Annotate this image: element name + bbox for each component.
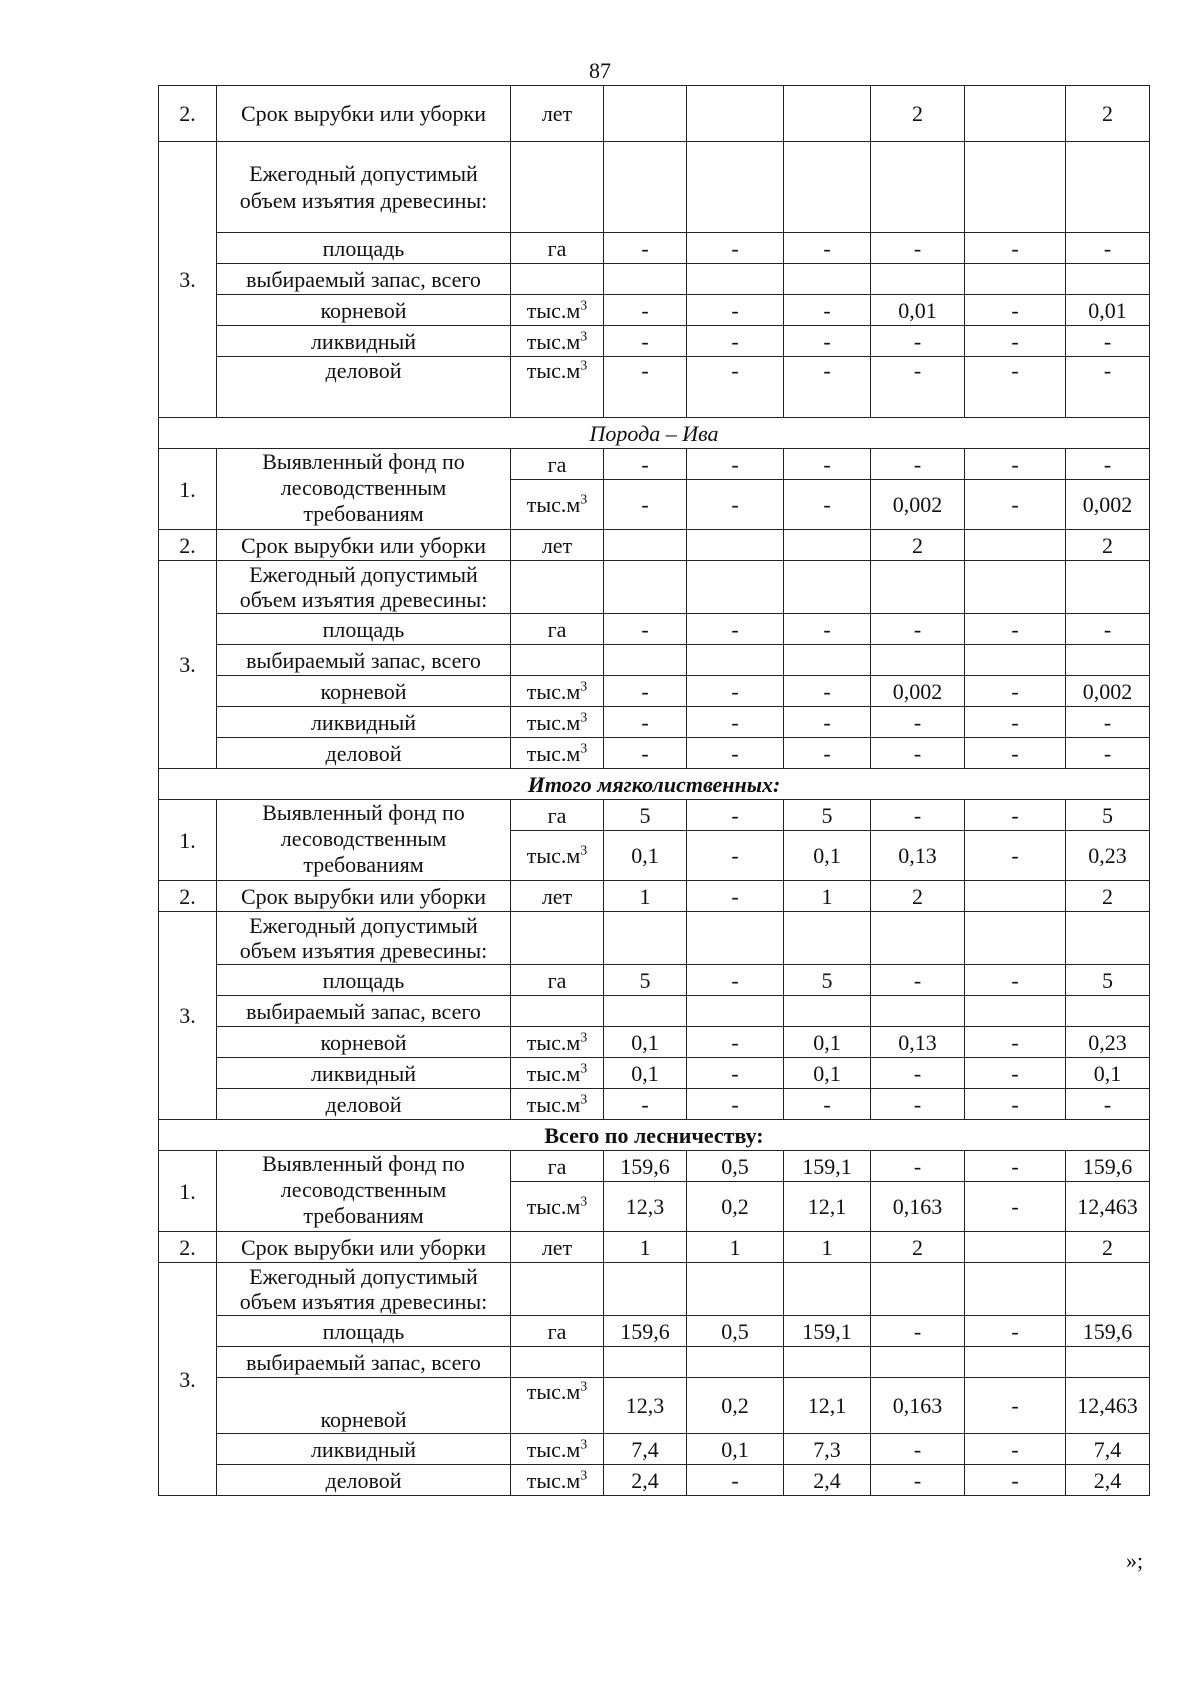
value-cell: - bbox=[687, 965, 784, 996]
row-number: 2. bbox=[159, 530, 217, 561]
row-name: ликвидный bbox=[217, 707, 511, 738]
row-name: выбираемый запас, всего bbox=[217, 1347, 511, 1378]
row-name: выбираемый запас, всего bbox=[217, 996, 511, 1027]
value-cell: 1 bbox=[784, 1232, 871, 1263]
value-cell bbox=[604, 530, 687, 561]
value-cell: - bbox=[871, 614, 965, 645]
value-cell: - bbox=[965, 1182, 1066, 1232]
row-name: ликвидный bbox=[217, 1434, 511, 1465]
row-name: площадь bbox=[217, 614, 511, 645]
table-row bbox=[159, 1120, 1150, 1151]
row-unit: $тыс.м^3$ bbox=[511, 480, 604, 530]
value-cell: - bbox=[965, 326, 1066, 357]
value-cell bbox=[604, 86, 687, 142]
row-name: Срок вырубки или уборки bbox=[217, 1232, 511, 1263]
value-cell: - bbox=[965, 233, 1066, 264]
value-cell: - bbox=[687, 676, 784, 707]
value-cell: - bbox=[784, 614, 871, 645]
value-cell: - bbox=[604, 480, 687, 530]
row-name: площадь bbox=[217, 1316, 511, 1347]
table-row bbox=[159, 295, 1150, 326]
row-number: 1. bbox=[159, 1151, 217, 1232]
value-cell: 5 bbox=[784, 965, 871, 996]
value-cell: - bbox=[871, 1465, 965, 1496]
value-cell: - bbox=[687, 1465, 784, 1496]
value-cell: 0,23 bbox=[1066, 831, 1150, 881]
value-cell: - bbox=[687, 800, 784, 831]
row-unit: га bbox=[511, 233, 604, 264]
value-cell: 12,463 bbox=[1066, 1182, 1150, 1232]
value-cell: 0,163 bbox=[871, 1182, 965, 1232]
value-cell bbox=[965, 881, 1066, 912]
row-number: 2. bbox=[159, 86, 217, 142]
row-number: 3. bbox=[159, 142, 217, 418]
value-cell: - bbox=[871, 233, 965, 264]
value-cell: 0,2 bbox=[687, 1182, 784, 1232]
table-row bbox=[159, 676, 1150, 707]
section-title: Всего по лесничеству: bbox=[159, 1120, 1150, 1151]
row-name: площадь bbox=[217, 965, 511, 996]
row-number: 1. bbox=[159, 449, 217, 530]
row-unit: га bbox=[511, 449, 604, 480]
value-cell: - bbox=[687, 707, 784, 738]
value-cell: 159,1 bbox=[784, 1316, 871, 1347]
value-cell: - bbox=[687, 738, 784, 769]
value-cell bbox=[784, 86, 871, 142]
value-cell: - bbox=[687, 295, 784, 326]
value-cell: 7,4 bbox=[604, 1434, 687, 1465]
value-cell: 12,1 bbox=[784, 1182, 871, 1232]
closing-mark: »; bbox=[1126, 1548, 1144, 1573]
forest-harvest-table bbox=[158, 85, 1150, 1496]
value-cell: 0,163 bbox=[871, 1378, 965, 1434]
section-title: Порода – Ива bbox=[159, 418, 1150, 449]
value-cell: - bbox=[687, 449, 784, 480]
page-number: 87 bbox=[589, 58, 611, 83]
row-name: корневой bbox=[217, 1027, 511, 1058]
value-cell bbox=[965, 530, 1066, 561]
value-cell bbox=[784, 530, 871, 561]
value-cell: - bbox=[965, 449, 1066, 480]
row-unit: $тыс.м^3$ bbox=[511, 1058, 604, 1089]
row-unit: $тыс.м^3$ bbox=[511, 357, 604, 418]
value-cell: - bbox=[965, 1378, 1066, 1434]
section-block bbox=[159, 418, 1150, 769]
value-cell: - bbox=[784, 480, 871, 530]
value-cell: - bbox=[687, 831, 784, 881]
value-cell: - bbox=[965, 295, 1066, 326]
value-cell: 1 bbox=[784, 881, 871, 912]
value-cell: 0,1 bbox=[1066, 1058, 1150, 1089]
row-unit: лет bbox=[511, 86, 604, 142]
value-cell: - bbox=[965, 357, 1066, 418]
value-cell: 1 bbox=[604, 1232, 687, 1263]
table-row bbox=[159, 264, 1150, 295]
value-cell: - bbox=[965, 707, 1066, 738]
value-cell: 159,6 bbox=[1066, 1151, 1150, 1182]
table-row bbox=[159, 1232, 1150, 1263]
value-cell: 2 bbox=[1066, 86, 1150, 142]
table-row bbox=[159, 965, 1150, 996]
value-cell: 5 bbox=[784, 800, 871, 831]
value-cell: - bbox=[604, 614, 687, 645]
row-name: Ежегодный допустимый объем изъятия древесины: bbox=[217, 561, 511, 614]
table-row bbox=[159, 614, 1150, 645]
row-name: Срок вырубки или уборки bbox=[217, 530, 511, 561]
value-cell: 0,13 bbox=[871, 831, 965, 881]
table-row bbox=[159, 645, 1150, 676]
value-cell: 5 bbox=[604, 965, 687, 996]
row-name: Выявленный фонд по лесоводственным требованиям bbox=[217, 449, 511, 530]
value-cell: - bbox=[784, 738, 871, 769]
value-cell: - bbox=[784, 326, 871, 357]
table-row bbox=[159, 1027, 1150, 1058]
value-cell: 5 bbox=[1066, 800, 1150, 831]
row-unit: $тыс.м^3$ bbox=[511, 707, 604, 738]
value-cell: - bbox=[1066, 738, 1150, 769]
table-row bbox=[159, 142, 1150, 233]
value-cell: - bbox=[871, 707, 965, 738]
value-cell: 12,3 bbox=[604, 1182, 687, 1232]
value-cell: - bbox=[687, 480, 784, 530]
value-cell: - bbox=[604, 295, 687, 326]
value-cell: - bbox=[965, 1434, 1066, 1465]
section-block bbox=[159, 1120, 1150, 1496]
value-cell: - bbox=[687, 614, 784, 645]
row-name: Выявленный фонд по лесоводственным требованиям bbox=[217, 1151, 511, 1232]
value-cell: 1 bbox=[687, 1232, 784, 1263]
value-cell: 2 bbox=[871, 86, 965, 142]
value-cell: 0,002 bbox=[871, 480, 965, 530]
table-row bbox=[159, 326, 1150, 357]
value-cell: 0,1 bbox=[604, 1058, 687, 1089]
value-cell: - bbox=[687, 1027, 784, 1058]
value-cell: 0,002 bbox=[1066, 480, 1150, 530]
table-row bbox=[159, 1151, 1150, 1182]
table-row bbox=[159, 1378, 1150, 1434]
value-cell: 0,1 bbox=[604, 1027, 687, 1058]
value-cell: - bbox=[604, 357, 687, 418]
value-cell: - bbox=[965, 800, 1066, 831]
value-cell: - bbox=[1066, 1089, 1150, 1120]
table-row bbox=[159, 912, 1150, 965]
row-name: деловой bbox=[217, 738, 511, 769]
value-cell: 0,1 bbox=[604, 831, 687, 881]
value-cell: - bbox=[871, 1434, 965, 1465]
value-cell: - bbox=[871, 738, 965, 769]
table-row bbox=[159, 1316, 1150, 1347]
value-cell: - bbox=[1066, 449, 1150, 480]
row-number: 2. bbox=[159, 881, 217, 912]
value-cell: - bbox=[784, 1089, 871, 1120]
value-cell: 159,6 bbox=[1066, 1316, 1150, 1347]
row-name: Ежегодный допустимый объем изъятия древесины: bbox=[217, 1263, 511, 1316]
table-row bbox=[159, 769, 1150, 800]
value-cell: - bbox=[1066, 326, 1150, 357]
value-cell: - bbox=[871, 965, 965, 996]
row-unit: $тыс.м^3$ bbox=[511, 1434, 604, 1465]
value-cell: 0,2 bbox=[687, 1378, 784, 1434]
value-cell: 0,1 bbox=[784, 831, 871, 881]
row-name: Ежегодный допустимый объем изъятия древесины: bbox=[217, 142, 511, 233]
value-cell: - bbox=[871, 1058, 965, 1089]
row-number: 2. bbox=[159, 1232, 217, 1263]
value-cell: - bbox=[687, 881, 784, 912]
value-cell: - bbox=[784, 707, 871, 738]
value-cell: - bbox=[784, 449, 871, 480]
value-cell: 0,002 bbox=[1066, 676, 1150, 707]
row-number: 3. bbox=[159, 912, 217, 1120]
value-cell: - bbox=[871, 1316, 965, 1347]
value-cell: - bbox=[1066, 614, 1150, 645]
table-row bbox=[159, 1347, 1150, 1378]
row-unit: лет bbox=[511, 530, 604, 561]
row-unit: $тыс.м^3$ bbox=[511, 1378, 604, 1434]
value-cell: 0,5 bbox=[687, 1151, 784, 1182]
value-cell: - bbox=[871, 1089, 965, 1120]
value-cell: 12,3 bbox=[604, 1378, 687, 1434]
value-cell bbox=[687, 86, 784, 142]
value-cell: 1 bbox=[604, 881, 687, 912]
value-cell: 159,1 bbox=[784, 1151, 871, 1182]
value-cell: - bbox=[871, 800, 965, 831]
value-cell: - bbox=[687, 1058, 784, 1089]
value-cell: - bbox=[784, 295, 871, 326]
value-cell: 0,23 bbox=[1066, 1027, 1150, 1058]
row-name: корневой bbox=[217, 295, 511, 326]
value-cell: - bbox=[965, 1151, 1066, 1182]
value-cell: 2,4 bbox=[1066, 1465, 1150, 1496]
value-cell: 0,5 bbox=[687, 1316, 784, 1347]
table-row bbox=[159, 449, 1150, 480]
value-cell: - bbox=[965, 614, 1066, 645]
value-cell: - bbox=[965, 738, 1066, 769]
row-unit: га bbox=[511, 1316, 604, 1347]
value-cell: 2 bbox=[1066, 530, 1150, 561]
table-row bbox=[159, 357, 1150, 418]
value-cell: - bbox=[965, 1089, 1066, 1120]
value-cell: 7,4 bbox=[1066, 1434, 1150, 1465]
value-cell: 2,4 bbox=[604, 1465, 687, 1496]
table-row bbox=[159, 418, 1150, 449]
value-cell: - bbox=[604, 676, 687, 707]
value-cell bbox=[965, 86, 1066, 142]
table-row bbox=[159, 1089, 1150, 1120]
value-cell: - bbox=[604, 1089, 687, 1120]
row-unit: $тыс.м^3$ bbox=[511, 1182, 604, 1232]
value-cell: - bbox=[1066, 233, 1150, 264]
value-cell: - bbox=[871, 326, 965, 357]
section-block bbox=[159, 769, 1150, 1120]
row-number: 1. bbox=[159, 800, 217, 881]
value-cell: - bbox=[1066, 357, 1150, 418]
value-cell: 0,13 bbox=[871, 1027, 965, 1058]
value-cell: - bbox=[687, 1089, 784, 1120]
row-name: деловой bbox=[217, 1089, 511, 1120]
table-row bbox=[159, 800, 1150, 831]
value-cell: 2 bbox=[871, 530, 965, 561]
row-unit: $тыс.м^3$ bbox=[511, 1465, 604, 1496]
row-name: корневой bbox=[217, 1378, 511, 1434]
table-body bbox=[159, 86, 1150, 418]
value-cell: - bbox=[604, 233, 687, 264]
row-number: 3. bbox=[159, 1263, 217, 1496]
table-row bbox=[159, 996, 1150, 1027]
row-name: Срок вырубки или уборки bbox=[217, 881, 511, 912]
value-cell: 0,1 bbox=[784, 1027, 871, 1058]
table-row bbox=[159, 881, 1150, 912]
table-row bbox=[159, 1465, 1150, 1496]
table-row bbox=[159, 86, 1150, 142]
value-cell: - bbox=[604, 738, 687, 769]
value-cell: 2 bbox=[1066, 881, 1150, 912]
table-row bbox=[159, 1058, 1150, 1089]
row-name: деловой bbox=[217, 357, 511, 418]
value-cell: 0,002 bbox=[871, 676, 965, 707]
row-unit: лет bbox=[511, 881, 604, 912]
row-name: площадь bbox=[217, 233, 511, 264]
value-cell: - bbox=[965, 480, 1066, 530]
value-cell: - bbox=[687, 233, 784, 264]
table-row bbox=[159, 1434, 1150, 1465]
row-unit: $тыс.м^3$ bbox=[511, 1089, 604, 1120]
value-cell: - bbox=[965, 1316, 1066, 1347]
table-row bbox=[159, 738, 1150, 769]
value-cell: 5 bbox=[1066, 965, 1150, 996]
row-name: ликвидный bbox=[217, 1058, 511, 1089]
value-cell: 0,1 bbox=[687, 1434, 784, 1465]
row-name: Выявленный фонд по лесоводственным требованиям bbox=[217, 800, 511, 881]
value-cell: - bbox=[965, 1465, 1066, 1496]
value-cell: 7,3 bbox=[784, 1434, 871, 1465]
row-name: выбираемый запас, всего bbox=[217, 645, 511, 676]
table-row bbox=[159, 1263, 1150, 1316]
value-cell: - bbox=[784, 233, 871, 264]
value-cell: - bbox=[965, 1058, 1066, 1089]
table-row bbox=[159, 233, 1150, 264]
value-cell: - bbox=[687, 326, 784, 357]
value-cell: 159,6 bbox=[604, 1151, 687, 1182]
value-cell: 12,1 bbox=[784, 1378, 871, 1434]
value-cell bbox=[687, 530, 784, 561]
value-cell: - bbox=[784, 676, 871, 707]
value-cell: - bbox=[784, 357, 871, 418]
row-unit: га bbox=[511, 614, 604, 645]
value-cell: 12,463 bbox=[1066, 1378, 1150, 1434]
value-cell: - bbox=[965, 831, 1066, 881]
value-cell: - bbox=[965, 676, 1066, 707]
value-cell: 2,4 bbox=[784, 1465, 871, 1496]
value-cell bbox=[965, 1232, 1066, 1263]
row-unit: га bbox=[511, 800, 604, 831]
row-unit: $тыс.м^3$ bbox=[511, 738, 604, 769]
value-cell: 2 bbox=[1066, 1232, 1150, 1263]
row-name: Срок вырубки или уборки bbox=[217, 86, 511, 142]
row-unit: $тыс.м^3$ bbox=[511, 326, 604, 357]
value-cell: - bbox=[871, 1151, 965, 1182]
row-unit: $тыс.м^3$ bbox=[511, 1027, 604, 1058]
value-cell: - bbox=[604, 326, 687, 357]
row-name: ликвидный bbox=[217, 326, 511, 357]
value-cell: 5 bbox=[604, 800, 687, 831]
value-cell: 159,6 bbox=[604, 1316, 687, 1347]
value-cell: 0,01 bbox=[1066, 295, 1150, 326]
row-unit: $тыс.м^3$ bbox=[511, 831, 604, 881]
value-cell: - bbox=[604, 449, 687, 480]
table-row bbox=[159, 561, 1150, 614]
row-unit: га bbox=[511, 1151, 604, 1182]
table-row bbox=[159, 530, 1150, 561]
value-cell: - bbox=[1066, 707, 1150, 738]
row-unit: $тыс.м^3$ bbox=[511, 676, 604, 707]
value-cell: - bbox=[687, 357, 784, 418]
value-cell: - bbox=[965, 1027, 1066, 1058]
row-unit: лет bbox=[511, 1232, 604, 1263]
row-name: деловой bbox=[217, 1465, 511, 1496]
value-cell: - bbox=[871, 449, 965, 480]
value-cell: 2 bbox=[871, 881, 965, 912]
row-unit: $тыс.м^3$ bbox=[511, 295, 604, 326]
value-cell: 0,01 bbox=[871, 295, 965, 326]
value-cell: 2 bbox=[871, 1232, 965, 1263]
row-name: корневой bbox=[217, 676, 511, 707]
value-cell: - bbox=[604, 707, 687, 738]
value-cell: - bbox=[965, 965, 1066, 996]
value-cell: 0,1 bbox=[784, 1058, 871, 1089]
row-number: 3. bbox=[159, 561, 217, 769]
value-cell: - bbox=[871, 357, 965, 418]
table-row bbox=[159, 707, 1150, 738]
row-name: Ежегодный допустимый объем изъятия древесины: bbox=[217, 912, 511, 965]
row-unit: га bbox=[511, 965, 604, 996]
row-name: выбираемый запас, всего bbox=[217, 264, 511, 295]
section-title: Итого мягколиственных: bbox=[159, 769, 1150, 800]
